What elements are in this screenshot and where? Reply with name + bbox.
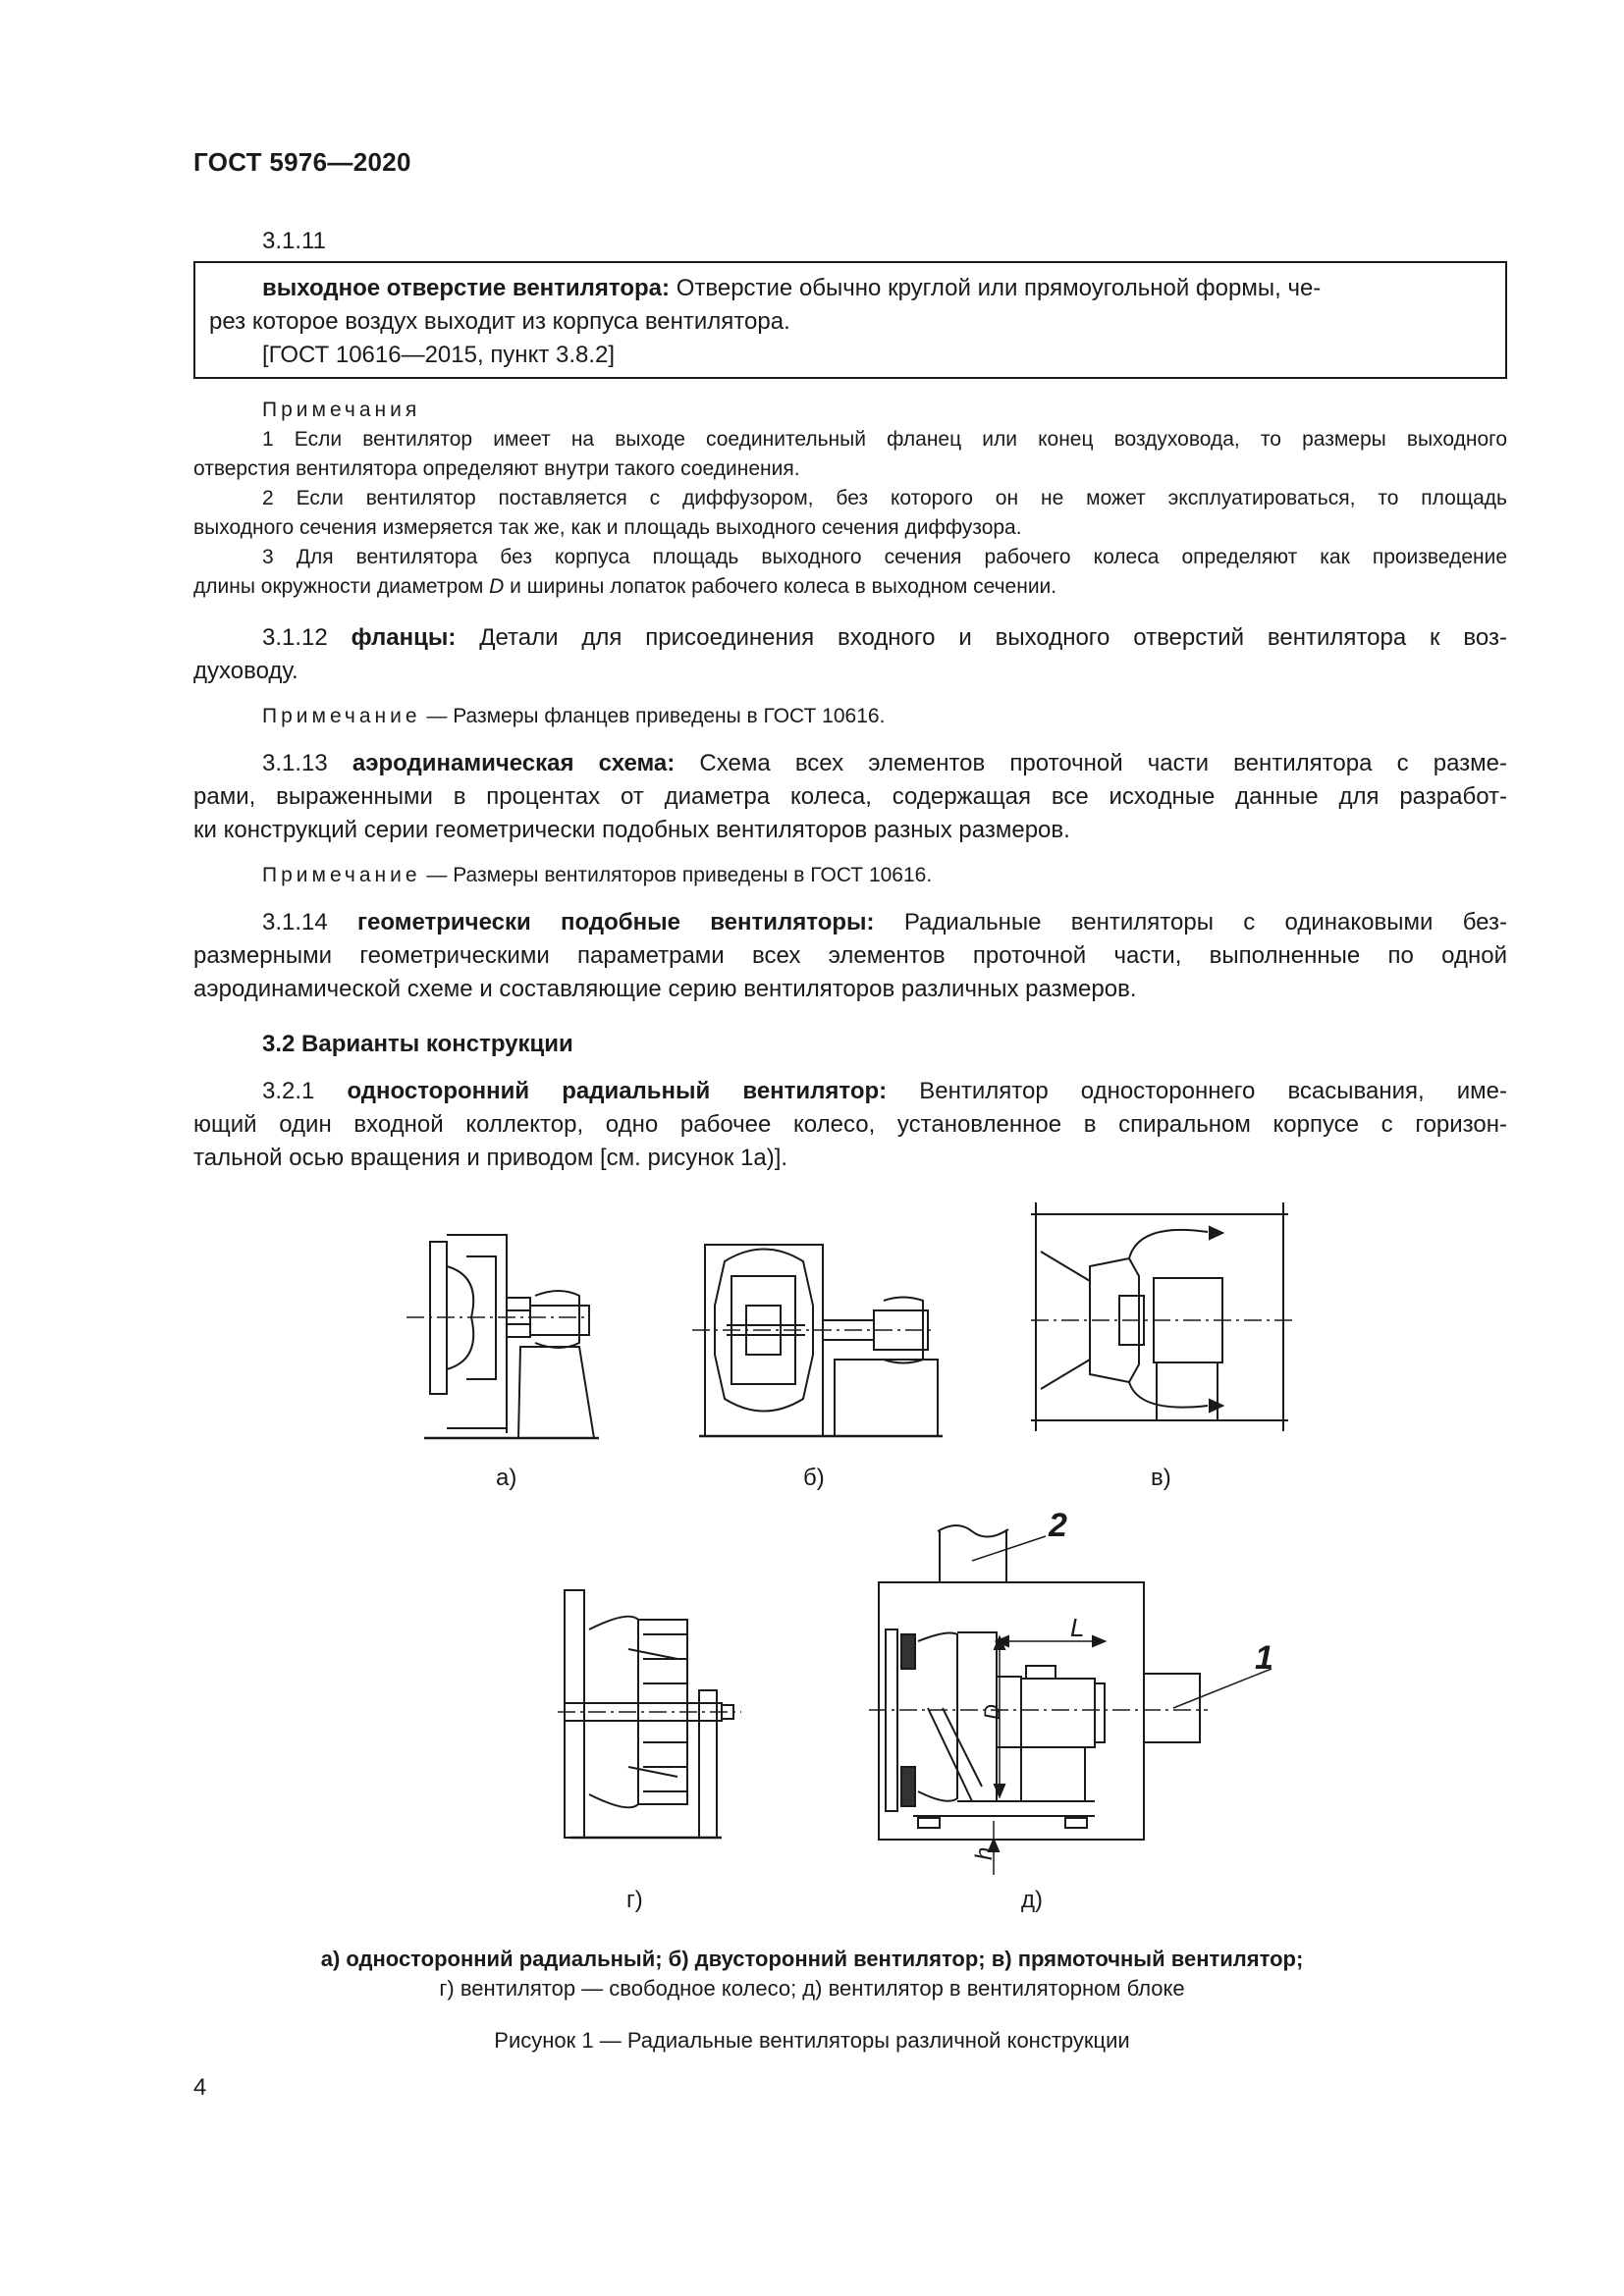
term: выходное отверстие вентилятора:: [262, 275, 671, 301]
sub-figure-label-g: г): [626, 1887, 643, 1913]
clause-3-1-13-line-2: рами, выраженными в процентах от диаметра колеса, содержащая все исходные данные для разработ-: [193, 783, 1507, 810]
figure-key-line-1: а) односторонний радиальный; б) двусторонний вентилятор; в) прямоточный вентилятор;: [320, 1947, 1304, 1971]
fan-drawing-d: [869, 1525, 1272, 1875]
clause-3-1-14-line-1: 3.1.14 геометрически подобные вентиляторы: Радиальные вентиляторы с одинаковыми без-: [262, 909, 1507, 935]
sub-figure-label-v: в): [1151, 1465, 1171, 1491]
clause-3-1-12-line-2: духоводу.: [193, 658, 298, 684]
clause-3-1-12-note: Примечание — Размеры фланцев приведены в ГОСТ 10616.: [262, 705, 886, 727]
document-header: ГОСТ 5976—2020: [193, 147, 411, 177]
figure-key-line-2: г) вентилятор — свободное колесо; д) вентилятор в вентиляторном блоке: [439, 1976, 1185, 2001]
term: фланцы:: [351, 624, 457, 651]
definition-line-1: выходное отверстие вентилятора: Отверстие обычно круглой или прямоугольной формы, че-: [262, 275, 1322, 301]
sub-figure-label-a: а): [496, 1465, 517, 1491]
note-1-line-1: 1 Если вентилятор имеет на выходе соединительный фланец или конец воздуховода, то размеры выходного: [262, 428, 1507, 451]
section-heading-3-2: 3.2 Варианты конструкции: [262, 1031, 573, 1057]
fan-drawing-g: [558, 1590, 741, 1838]
clause-3-1-13-line-3: ки конструкций серии геометрически подобных вентиляторов разных размеров.: [193, 817, 1070, 843]
clause-3-2-1-line-3: тальной осью вращения и приводом [см. рисунок 1а)].: [193, 1145, 788, 1171]
callout-2: 2: [1049, 1507, 1067, 1544]
clause-3-1-13-line-1: 3.1.13 аэродинамическая схема: Схема всех элементов проточной части вентилятора с разме-: [262, 750, 1507, 776]
variable-D: D: [489, 575, 505, 598]
callout-1: 1: [1255, 1639, 1273, 1677]
clause-number-3-1-11: 3.1.11: [262, 228, 326, 254]
clause-3-1-12-line-1: 3.1.12 фланцы: Детали для присоединения входного и выходного отверстий вентилятора к воз-: [262, 624, 1507, 651]
definition-line-2: рез которое воздух выходит из корпуса вентилятора.: [209, 308, 790, 335]
fan-drawing-v: [1031, 1202, 1296, 1431]
dimension-h-label: h: [971, 1846, 998, 1860]
dimension-D-label: D: [980, 1704, 1004, 1720]
term: геометрически подобные вентиляторы:: [357, 909, 875, 935]
clause-3-1-13-note: Примечание — Размеры вентиляторов приведены в ГОСТ 10616.: [262, 864, 933, 886]
clause-3-2-1-line-2: ющий один входной коллектор, одно рабочее колесо, установленное в спиральном корпусе с горизон-: [193, 1111, 1507, 1138]
notes-heading: Примечания: [262, 399, 421, 421]
fan-drawing-b: [692, 1245, 943, 1436]
term: аэродинамическая схема:: [352, 750, 676, 776]
note-2-line-2: выходного сечения измеряется так же, как и площадь выходного сечения диффузора.: [193, 516, 1022, 539]
note-3-line-2: длины окружности диаметром D и ширины лопаток рабочего колеса в выходном сечении.: [193, 575, 1057, 598]
dimension-L-label: L: [1070, 1613, 1085, 1642]
definition-reference: [ГОСТ 10616—2015, пункт 3.8.2]: [262, 342, 616, 368]
note-1-line-2: отверстия вентилятора определяют внутри такого соединения.: [193, 457, 800, 480]
fan-drawing-a: [406, 1235, 599, 1438]
term: односторонний радиальный вентилятор:: [347, 1078, 888, 1104]
sub-figure-label-d: д): [1021, 1887, 1043, 1913]
clause-3-1-14-line-3: аэродинамической схеме и составляющие серию вентиляторов различных размеров.: [193, 976, 1137, 1002]
note-2-line-1: 2 Если вентилятор поставляется с диффузором, без которого он не может эксплуатироваться, то площадь: [262, 487, 1507, 509]
figure-title: Рисунок 1 — Радиальные вентиляторы различной конструкции: [494, 2028, 1130, 2053]
sub-figure-label-b: б): [803, 1465, 825, 1491]
note-3-line-1: 3 Для вентилятора без корпуса площадь выходного сечения рабочего колеса определяют как произведение: [262, 546, 1507, 568]
clause-3-1-14-line-2: размерными геометрическими параметрами всех элементов проточной части, выполненные по одной: [193, 942, 1507, 969]
page-number: 4: [193, 2074, 207, 2101]
clause-3-2-1-line-1: 3.2.1 односторонний радиальный вентилятор: Вентилятор одностороннего всасывания, име-: [262, 1078, 1507, 1104]
